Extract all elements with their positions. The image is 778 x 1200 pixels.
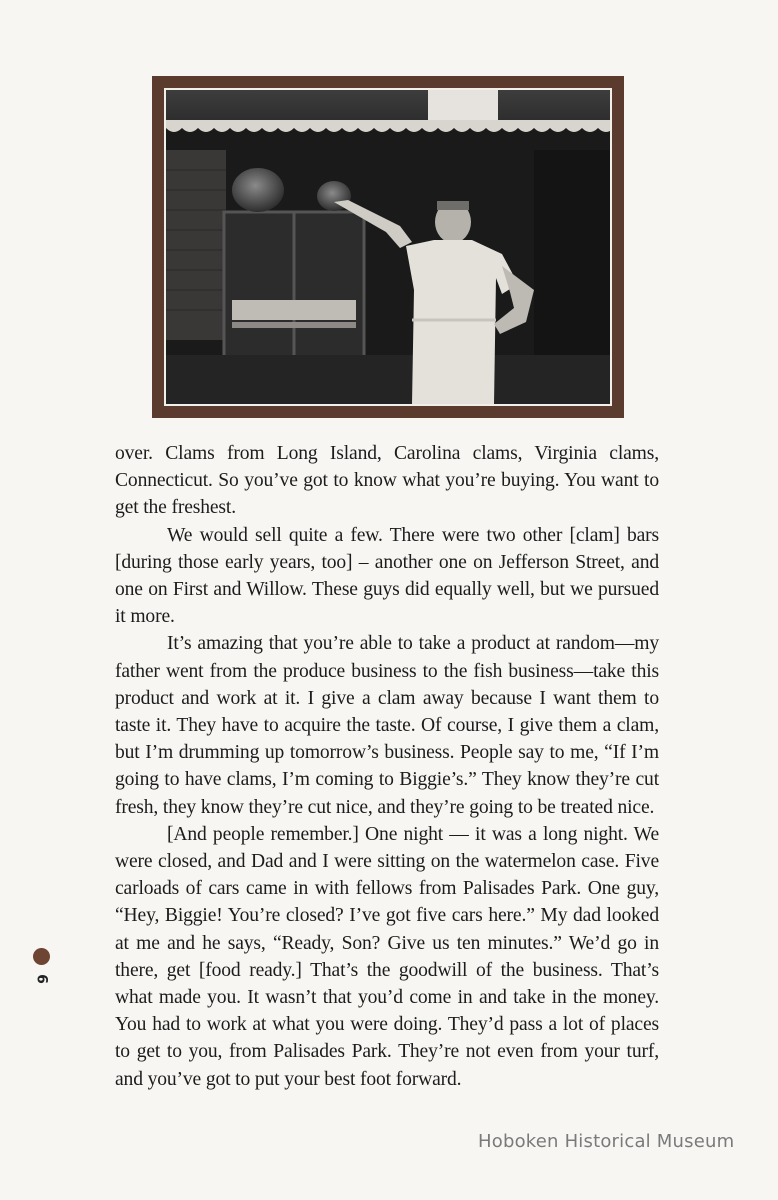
watermark: Hoboken Historical Museum	[478, 1131, 735, 1152]
paragraph: It’s amazing that you’re able to take a product at random—my father went from the produce business to the fish business—take this product and work at it. I give a clam away because I want them to taste it. They have to acquire the taste. Of course, I give them a clam, but I’m drumming up tomorrow’s business. People say to me, “If I’m going to have clams, I’m coming to Biggie’s.” They know they’re cut fresh, they know they’re cut nice, and they’re going to be treated nice.	[115, 633, 659, 818]
article-body	[115, 440, 659, 1093]
page-number: 6	[33, 974, 50, 984]
paragraph: over. Clams from Long Island, Carolina clams, Virginia clams, Connecticut. So you’ve got to know what you’re buying. You want to get the freshest.	[115, 443, 659, 519]
page-marker-dot	[33, 948, 50, 965]
photo	[164, 88, 612, 406]
photo-illustration	[166, 90, 610, 404]
paragraph: [And people remember.] One night — it was a long night. We were closed, and Dad and I were sitting on the watermelon case. Five carloads of cars came in with fellows from Palisades Park. One guy, “Hey, Biggie! You’re closed? I’ve got five cars here.” My dad looked at me and he says, “Ready, Son? Give us ten minutes.” We’d go in there, get [food ready.] That’s the goodwill of the business. That’s what made you. It wasn’t that you’d come in and take in the money. You had to work at what you were doing. They’d pass a lot of places to get to you, from Palisades Park. They’re not even from your turf, and you’ve got to put your best foot forward.	[115, 823, 659, 1090]
paragraph: We would sell quite a few. There were two other [clam] bars [during those early years, too] – another one on Jefferson Street, and one on First and Willow. These guys did equally well, but we pursued it more.	[115, 524, 659, 628]
photo-frame	[152, 76, 624, 418]
